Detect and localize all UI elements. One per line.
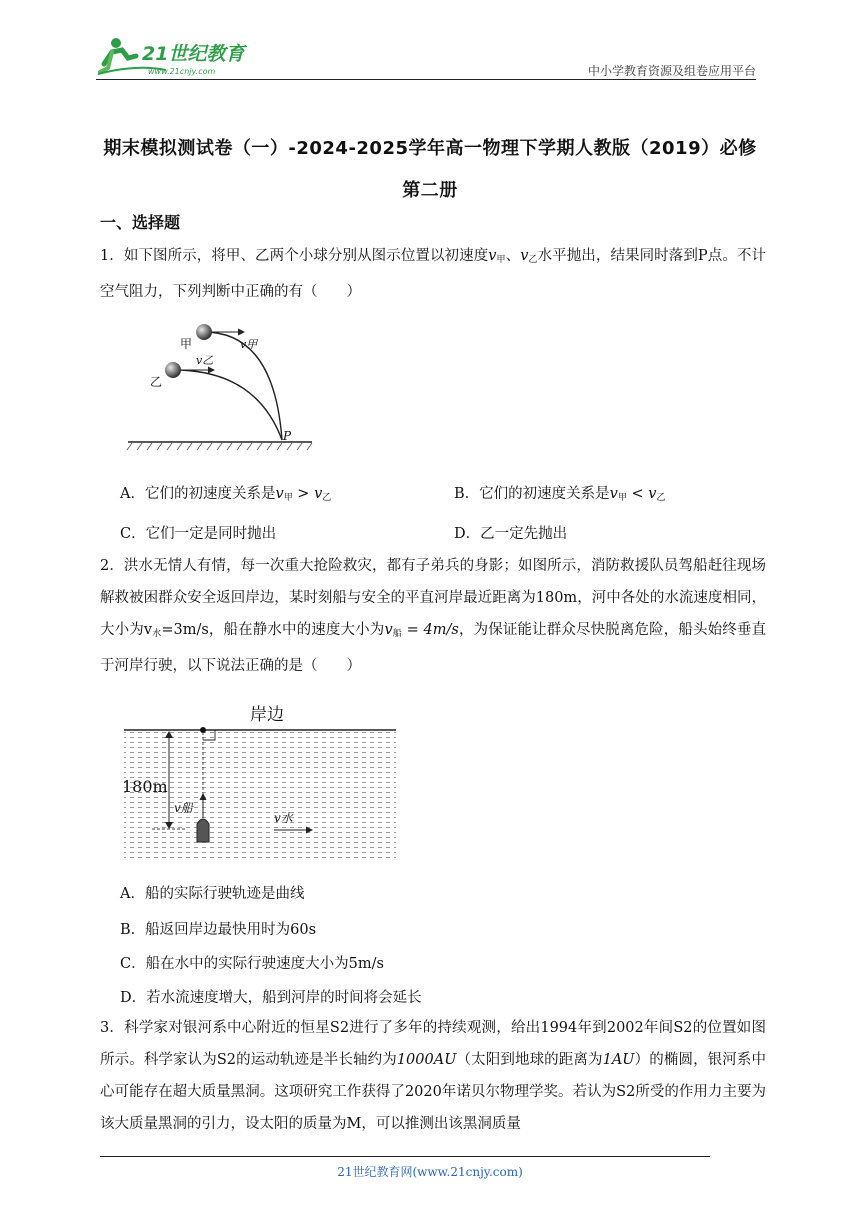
page-title: 期末模拟测试卷（一）-2024-2025学年高一物理下学期人教版（2019）必修第二册: [103, 138, 757, 201]
q2-option-d[interactable]: D．若水流速度增大，船到河岸的时间将会延长: [120, 990, 422, 1006]
label-vwater: v水: [274, 811, 293, 825]
q2-option-b[interactable]: B．船返回岸边最快用时为60s: [120, 922, 317, 938]
q1-option-a[interactable]: A．它们的初速度关系是$v_甲 > v_乙$: [120, 486, 332, 503]
q1-option-b[interactable]: B．它们的初速度关系是$v_甲 < v_乙$: [454, 486, 666, 503]
label-shore: 岸边: [250, 705, 284, 725]
label-yi: 乙: [150, 375, 163, 389]
q1-option-c[interactable]: C．它们一定是同时抛出: [120, 526, 277, 542]
question-3-text: 3．科学家对银河系中心附近的恒星S2进行了多年的持续观测，给出1994年到2002年间S2的位置如图所示。科学家认为S2的运动轨迹是半长轴约为1000AU（太阳到地球的距离为1AU）的椭圆，银河系中心可能存在超大质量黑洞。这项研究工作获得了2020年诺贝尔物理学奖。若认为S2所受的作用力主要为该大质量黑洞的引力，设太阳的质量为M，可以推测出该黑洞质量: [100, 1020, 767, 1132]
q2-option-a[interactable]: A．船的实际行驶轨迹是曲线: [120, 886, 305, 902]
site-logo: [96, 34, 256, 78]
boat-icon: [197, 819, 209, 842]
label-vyi: v乙: [196, 354, 214, 367]
section-heading: 一、选择题: [100, 213, 181, 232]
logo-text: 21世纪教育: [142, 43, 245, 65]
question-1-figure: [126, 318, 316, 452]
header-platform-text: 中小学教育资源及组卷应用平台: [587, 64, 756, 78]
label-p: P: [283, 429, 292, 443]
question-2-text: 2．洪水无情人有情，每一次重大抢险救灾，都有子弟兵的身影；如图所示，消防救援队员驾船赶往现场解救被困群众安全返回岸边，某时刻船与安全的平直河岸最近距离为180m，河中各处的水流速度相同，大小为$v_水=3m/s$，船在静水中的速度大小为$v_船 = 4m/s$，为保证能让群众尽快脱离危险，船头始终垂直于河岸行驶，以下说法正确的是（ ）: [100, 558, 766, 674]
label-vjia: v甲: [240, 338, 258, 351]
label-vboat: v船: [174, 801, 193, 815]
ball-jia: [196, 324, 212, 340]
runner-logo-icon: [96, 34, 256, 78]
q1-option-d[interactable]: D．乙一定先抛出: [454, 526, 568, 542]
question-1-text: 1．如下图所示，将甲、乙两个小球分别从图示位置以初速度$v_甲$、$v_乙$水平抛出，结果同时落到P点。不计空气阻力，下列判断中正确的有（ ）: [100, 248, 766, 300]
label-jia: 甲: [180, 337, 193, 351]
question-2-figure: [122, 700, 398, 864]
footer-divider: [100, 1156, 710, 1157]
q2-option-c[interactable]: C．船在水中的实际行驶速度大小为5m/s: [120, 956, 384, 972]
logo-url: www.21cnjy.com: [148, 67, 216, 76]
footer-link[interactable]: 21世纪教育网(www.21cnjy.com): [337, 1165, 523, 1179]
label-180m: 180m: [122, 777, 168, 796]
header-divider: [96, 79, 756, 80]
ball-yi: [165, 362, 181, 378]
